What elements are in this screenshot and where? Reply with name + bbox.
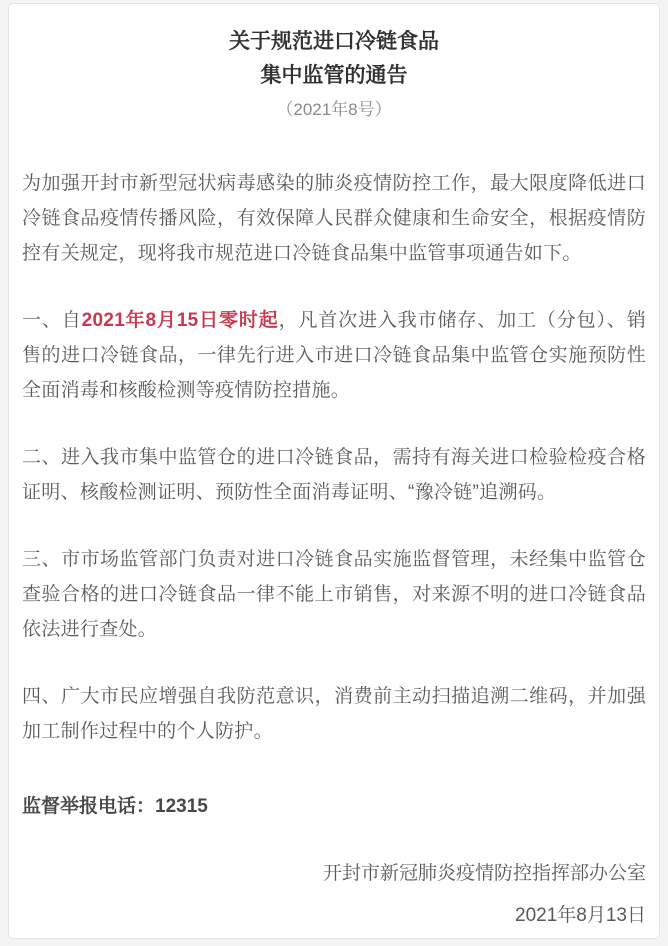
issue-date: 2021年8月13日: [515, 905, 646, 926]
item-1-prefix: 一、自: [22, 310, 82, 331]
notice-issue-number: （2021年8号）: [276, 100, 392, 119]
signature-block: [22, 856, 646, 933]
notice-card: [8, 3, 660, 939]
item-2-paragraph: 二、进入我市集中监管仓的进口冷链食品，需持有海关进口检验检疫合格证明、核酸检测证明、预防性全面消毒证明、“豫冷链”追溯码。: [22, 447, 646, 503]
item-1-effective-date: 2021年8月15日零时起: [81, 310, 279, 331]
issuing-authority: 开封市新冠肺炎疫情防控指挥部办公室: [322, 863, 646, 884]
notice-title-line-2: 集中监管的通告: [260, 64, 408, 87]
hotline-line: 监督举报电话：12315: [22, 796, 208, 817]
notice-title-line-1: 关于规范进口冷链食品: [229, 30, 439, 53]
item-4-paragraph: 四、广大市民应增强自我防范意识，消费前主动扫描追溯二维码，并加强加工制作过程中的个人防护。: [22, 686, 646, 742]
item-1-paragraph: [22, 303, 646, 408]
item-1-suffix: ，凡首次进入我市储存、加工（分包）、销售的进口冷链食品，一律先行进入市进口冷链食品集中监管仓实施预防性全面消毒和核酸检测等疫情防控措施。: [22, 310, 647, 401]
intro-paragraph: 为加强开封市新型冠状病毒感染的肺炎疫情防控工作，最大限度降低进口冷链食品疫情传播风险，有效保障人民群众健康和生命安全，根据疫情防控有关规定，现将我市规范进口冷链食品集中监管事项通告如下。: [22, 173, 646, 264]
item-3-paragraph: 三、市市场监管部门负责对进口冷链食品实施监督管理，未经集中监管仓查验合格的进口冷链食品一律不能上市销售，对来源不明的进口冷链食品依法进行查处。: [22, 549, 646, 640]
